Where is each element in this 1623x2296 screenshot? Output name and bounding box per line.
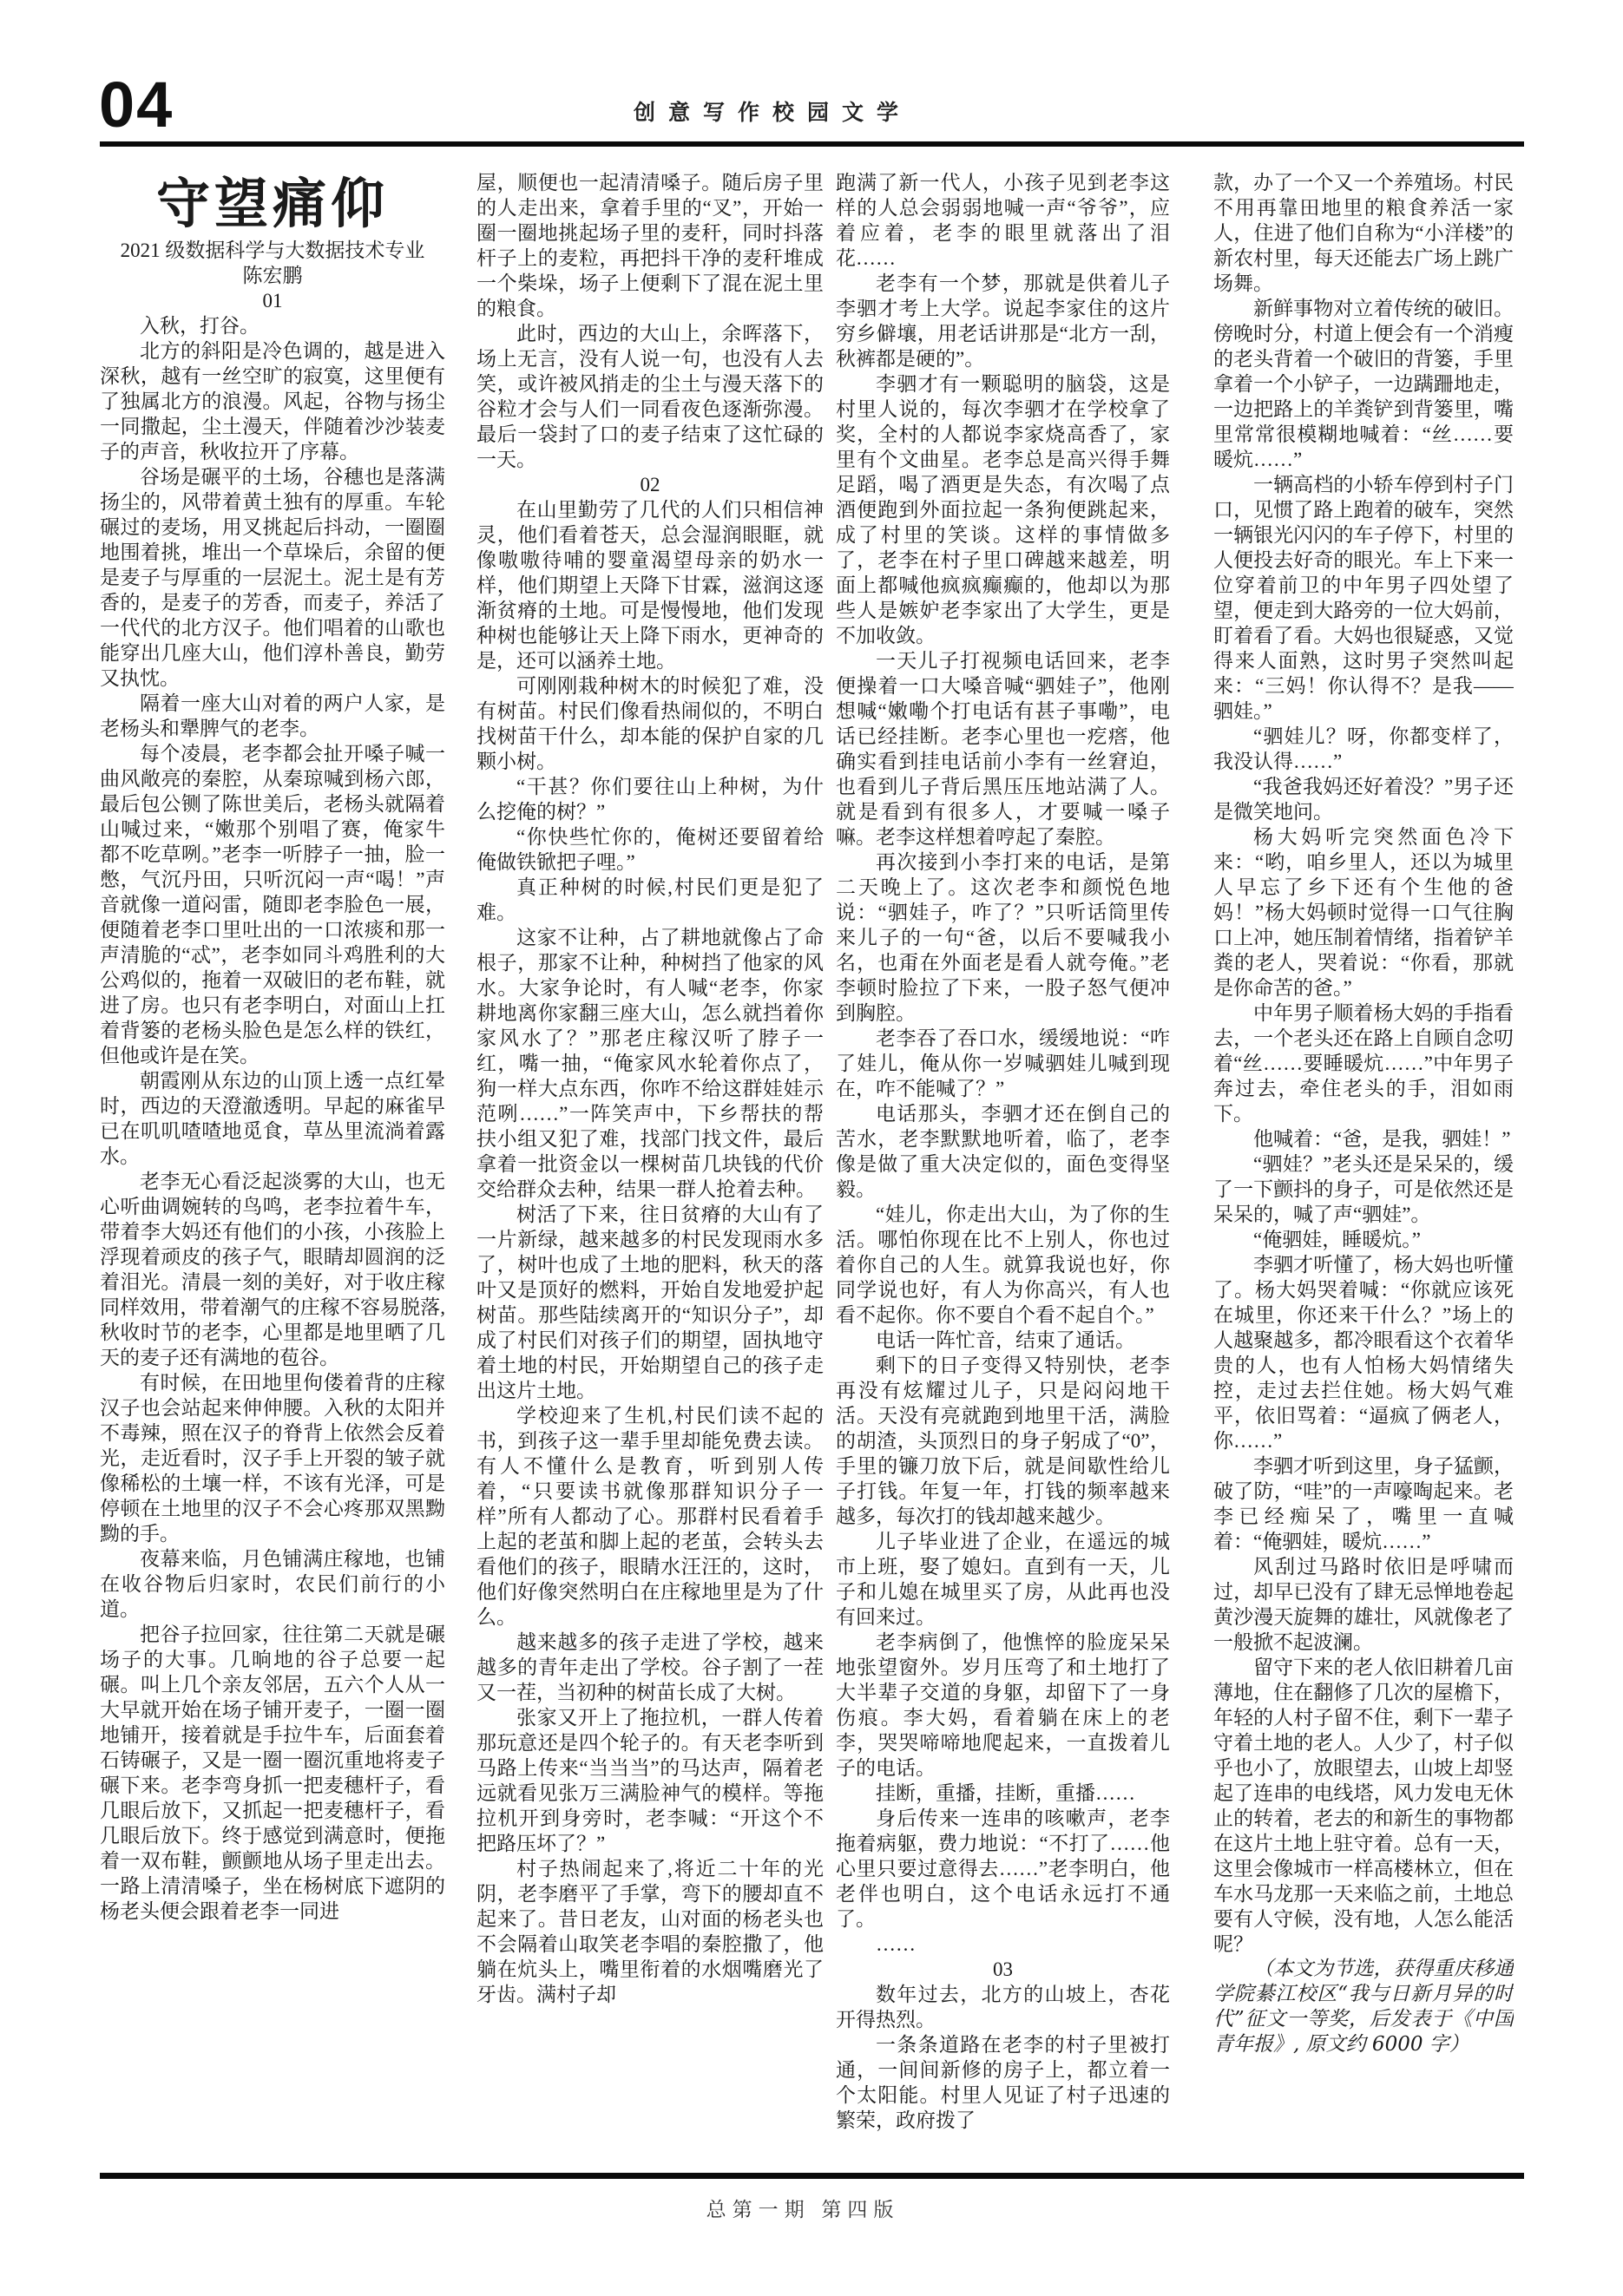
paragraph: 电话一阵忙音，结束了通话。 (876, 1329, 1135, 1351)
paragraph: 风刮过马路时依旧是呼啸而过，却早已没有了肆无忌惮地卷起黄沙漫天旋舞的雄壮，风就像老了一般掀不起波澜。 (1213, 1556, 1514, 1653)
paragraph: 电话那头，李驷才还在倒自己的苦水，老李默默地听着，临了，老李像是做了重大决定似的，面色变得坚毅。 (836, 1103, 1170, 1200)
page-header-title: 创意写作校园文学 (633, 101, 911, 125)
paragraph: 李驷才听到这里，身子猛颤，破了防，“哇”的一声嚎啕起来。老李已经痴呆了，嘴里一直喊着：“俺驷娃，暖炕……” (1213, 1455, 1514, 1552)
text-column-2 (476, 170, 824, 2159)
page-number: 04 (99, 69, 174, 141)
footer-rule (100, 2173, 1524, 2179)
paragraph: 夜幕来临，月色铺满庄稼地，也铺在收谷物后归家时，农民们前行的小道。 (100, 1547, 445, 1620)
paragraph: 一辆高档的小轿车停到村子门口，见惯了路上跑着的破车，突然一辆银光闪闪的车子停下，村里的人便投去好奇的眼光。车上下来一位穿着前卫的中年男子四处望了望，便走到大路旁的一位大妈前，盯着看了看。大妈也很疑惑，又觉得来人面熟，这时男子突然叫起来：“三妈！你认得不？是我——驷娃。” (1213, 474, 1514, 722)
article-author: 陈宏鹏 (242, 264, 303, 286)
paragraph: 朝霞刚从东边的山顶上透一点红晕时，西边的天澄澈透明。早起的麻雀早已在叽叽喳喳地觅食，草丛里流淌着露水。 (100, 1069, 445, 1167)
header-rule (100, 141, 1524, 147)
paragraph: 谷场是碾平的土场，谷穗也是落满扬尘的，风带着黄土独有的厚重。车轮碾过的麦场，用叉挑起后抖动，一圈圈地围着挑，堆出一个草垛后，余留的便是麦子与厚重的一层泥土。泥土是有芳香的，是麦子的芳香，而麦子，养活了一代代的北方汉子。他们唱着的山歌也能穿出几座大山，他们淳朴善良，勤劳又执忱。 (100, 465, 445, 689)
paragraph: 李驷才有一颗聪明的脑袋，这是村里人说的，每次李驷才在学校拿了奖，全村的人都说李家烧高香了，家里有个文曲星。老李总是高兴得手舞足蹈，喝了酒更是失态，有次喝了点酒便跑到外面拉起一条狗便跳起来，成了村里的笑谈。这样的事情做多了，老李在村子里口碑越来越差，明面上都喊他疯疯癫癫的，他却以为那些人是嫉妒老李家出了大学生，更是不加收敛。 (836, 373, 1170, 646)
section-marker: 02 (640, 474, 660, 495)
paragraph: 隔着一座大山对着的两户人家，是老杨头和犟脾气的老李。 (100, 692, 445, 739)
text-column-1 (100, 170, 445, 2159)
paragraph: 一条条道路在老李的村子里被打通，一间间新修的房子上，都立着一个太阳能。村里人见证了村子迅速的繁荣，政府拨了 (836, 2034, 1170, 2131)
page-footer: 总第一期 第四版 (706, 2199, 900, 2221)
paragraph: “我爸我妈还好着没？”男子还是微笑地问。 (1213, 776, 1514, 823)
paragraph: 真正种树的时候,村民们更是犯了难。 (476, 876, 824, 923)
paragraph: 这家不让种，占了耕地就像占了命根子，那家不让种，种树挡了他家的风水。大家争论时，有人喊“老李，你家耕地离你家翻三座大山，怎么就挡着你家风水了？”那老庄稼汉听了脖子一红，嘴一抽，“俺家风水轮着你点了，狗一样大点东西，你咋不给这群娃娃示范咧……”一阵笑声中，下乡帮扶的帮扶小组又犯了难，找部门找文件，最后拿着一批资金以一棵树苗几块钱的代价交给群众去种，结果一群人抢着去种。 (476, 927, 824, 1200)
paragraph: 此时，西边的大山上，余晖落下，场上无言，没有人说一句，也没有人去笑，或许被风捎走的尘土与漫天落下的谷粒才会与人们一同看夜色逐渐弥漫。最后一袋封了口的麦子结束了这忙碌的一天。 (476, 323, 824, 470)
paragraph: 中年男子顺着杨大妈的手指看去，一个老头还在路上自顾自念叨着“丝……要睡暖炕……”中年男子奔过去，牵住老头的手，泪如雨下。 (1213, 1002, 1514, 1125)
paragraph: 把谷子拉回家，往往第二天就是碾场子的大事。几晌地的谷子总要一起碾。叫上几个亲友邻居，五六个人从一大早就开始在场子铺开麦子，一圈一圈地铺开，接着就是手拉牛车，后面套着石铸碾子，又是一圈一圈沉重地将麦子碾下来。老李弯身抓一把麦穗杆子，看几眼后放下，又抓起一把麦穗杆子，看几眼后放下。终于感觉到满意时，便拖着一双布鞋，颤颤地从场子里走出去。一路上清清嗓子，坐在杨树底下遮阴的杨老头便会跟着老李一同进 (100, 1623, 445, 1922)
paragraph: 剩下的日子变得又特别快，老李再没有炫耀过儿子，只是闷闷地干活。天没有亮就跑到地里干活，满脸的胡渣，头顶烈日的身子躬成了“0”，手里的镰刀放下后，就是间歇性给儿子打钱。年复一年，打钱的频率越来越多，每次打的钱却越来越少。 (836, 1355, 1170, 1527)
paragraph: 他喊着：“爸，是我，驷娃！” (1253, 1128, 1511, 1150)
paragraph: 杨大妈听完突然面色冷下来：“哟，咱乡里人，还以为城里人早忘了乡下还有个生他的爸妈！”杨大妈顿时觉得一口气往胸口上冲，她压制着情绪，指着铲羊粪的老人，哭着说：“你看，那就是你命苦的爸。” (1213, 826, 1514, 999)
paragraph: 老李吞了吞口水，缓缓地说：“咋了娃儿，俺从你一岁喊驷娃儿喊到现在，咋不能喊了？” (836, 1027, 1170, 1099)
paragraph: “俺驷娃，睡暖炕。” (1253, 1229, 1421, 1250)
paragraph-continued: 屋，顺便也一起清清嗓子。随后房子里的人走出来，拿着手里的“叉”，开始一圈一圈地挑起场子里的麦秆，同时抖落杆子上的麦粒，再把抖干净的麦秆堆成一个柴垛，场子上便剩下了混在泥土里的粮食。 (476, 172, 824, 319)
paragraph: 村子热闹起来了,将近二十年的光阴，老李磨平了手掌，弯下的腰却直不起来了。昔日老友，山对面的杨老头也不会隔着山取笑老李唱的秦腔撒了，他躺在炕头上，嘴里衔着的水烟嘴磨光了牙齿。满村子却 (476, 1858, 824, 2005)
text-column-3 (836, 170, 1170, 2159)
paragraph: 在山里勤劳了几代的人们只相信神灵，他们看着苍天，总会湿润眼眶，就像嗷嗷待哺的婴童渴望母亲的奶水一样，他们期望上天降下甘霖，滋润这逐渐贫瘠的土地。可是慢慢地，他们发现种树也能够让天上降下雨水，更神奇的是，还可以涵养土地。 (476, 499, 824, 672)
paragraph: 每个凌晨，老李都会扯开嗓子喊一曲风敞亮的秦腔，从秦琼喊到杨六郎，最后包公铡了陈世美后，老杨头就隔着山喊过来，“嫩那个别唱了赛，俺家牛都不吃草咧。”老李一听脖子一抽，脸一憋，气沉丹田，只听沉闷一声“喝！”声音就像一道闷雷，随即老李脸色一展，便随着老李口里吐出的一口浓痰和那一声清脆的“忒”，老李如同斗鸡胜利的大公鸡似的，拖着一双破旧的老布鞋，就进了房。也只有老李明白，对面山上扛着背篓的老杨头脸色是怎么样的铁红，但他或许是在笑。 (100, 742, 445, 1066)
paragraph: 有时候，在田地里佝偻着背的庄稼汉子也会站起来伸伸腰。入秋的太阳并不毒辣，照在汉子的脊背上依然会反着光，走近看时，汉子手上开裂的皱子就像稀松的土壤一样，不该有光泽，可是停顿在土地里的汉子不会心疼那双黑黝黝的手。 (100, 1371, 445, 1545)
paragraph: 老李有一个梦，那就是供着儿子李驷才考上大学。说起李家住的这片穷乡僻壤，用老话讲那是“北方一刮，秋裤都是硬的”。 (836, 272, 1170, 370)
paragraph: …… (876, 1933, 916, 1955)
paragraph: 张家又开上了拖拉机，一群人传着那玩意还是四个轮子的。有天老李听到马路上传来“当当当”的马达声，隔着老远就看见张万三满脸神气的模样。等拖拉机开到身旁时，老李喊：“开这个不把路压坏了？” (476, 1707, 824, 1854)
paragraph: “干甚？你们要往山上种树，为什么挖俺的树？” (476, 776, 824, 823)
article-byline: 2021 级数据科学与大数据技术专业 (120, 239, 425, 261)
paragraph: “驷娃？”老头还是呆呆的，缓了一下颤抖的身子，可是依然还是呆呆的，喊了声“驷娃”。 (1213, 1153, 1514, 1225)
paragraph: 挂断，重播，挂断，重播…… (876, 1782, 1135, 1804)
paragraph: 树活了下来，往日贫瘠的大山有了一片新绿，越来越多的村民发现雨水多了，树叶也成了土地的肥料，秋天的落叶又是顶好的燃料，开始自发地爱护起树苗。那些陆续离开的“知识分子”，却成了村民们对孩子们的期望，固执地守着土地的村民，开始期望自己的孩子走出这片土地。 (476, 1204, 824, 1401)
paragraph-continued: 款，办了一个又一个养殖场。村民不用再靠田地里的粮食养活一家人，住进了他们自称为“小洋楼”的新农村里，每天还能去广场上跳广场舞。 (1213, 172, 1514, 294)
paragraph: 再次接到小李打来的电话，是第二天晚上了。这次老李和颜悦色地说：“驷娃子，咋了？”只听话筒里传来儿子的一句“爸，以后不要喊我小名，也甭在外面老是看人就夸俺。”老李顿时脸拉了下来，一股子怒气便冲到胸腔。 (836, 851, 1170, 1024)
paragraph: 一天儿子打视频电话回来，老李便操着一口大嗓音喊“驷娃子”，他刚想喊“嫩嘞个打电话有甚子事嘞”，电话已经挂断。老李心里也一疙瘩，他确实看到挂电话前小李有一丝窘迫，也看到儿子背后黑压压地站满了人。就是看到有很多人，才要喊一嗓子嘛。老李这样想着哼起了秦腔。 (836, 650, 1170, 848)
paragraph-continued: 跑满了新一代人，小孩子见到老李这样的人总会弱弱地喊一声“爷爷”，应着应着，老李的眼里就落出了泪花…… (836, 172, 1170, 269)
paragraph: 数年过去，北方的山坡上，杏花开得热烈。 (836, 1984, 1170, 2030)
paragraph: “你快些忙你的，俺树还要留着给俺做铁锨把子哩。” (476, 826, 824, 873)
paragraph: 入秋，打谷。 (140, 314, 260, 337)
paragraph: 北方的斜阳是冷色调的，越是进入深秋，越有一丝空旷的寂寞，这里便有了独属北方的浪漫。风起，谷物与扬尘一同撒起，尘土漫天，伴随着沙沙装麦子的声音，秋收拉开了序幕。 (100, 339, 445, 462)
section-marker: 01 (262, 289, 283, 312)
paragraph: 新鲜事物对立着传统的破旧。傍晚时分，村道上便会有一个消瘦的老头背着一个破旧的背篓，手里拿着一个小铲子，一边蹒跚地走，一边把路上的羊粪铲到背篓里，嘴里常常很模糊地喊着：“丝……要暖炕……” (1213, 298, 1514, 470)
paragraph: 李驷才听懂了，杨大妈也听懂了。杨大妈哭着喊：“你就应该死在城里，你还来干什么？”场上的人越聚越多，都冷眼看这个衣着华贵的人，也有人怕杨大妈情绪失控，走过去拦住她。杨大妈气难平，依旧骂着：“逼疯了俩老人，你……” (1213, 1254, 1514, 1452)
paragraph: 儿子毕业进了企业，在遥远的城市上班，娶了媳妇。直到有一天，儿子和儿媳在城里买了房，从此再也没有回来过。 (836, 1531, 1170, 1628)
paragraph: 留守下来的老人依旧耕着几亩薄地，住在翻修了几次的屋檐下，年轻的人村子留不住，剩下一辈子守着土地的老人。人少了，村子似乎也小了，放眼望去，山坡上却竖起了连串的电线塔，风力发电无休止的转着，老去的和新生的事物都在这片土地上驻守着。总有一天，这里会像城市一样高楼林立，但在车水马龙那一天来临之前，土地总要有人守候，没有地，人怎么能活呢？ (1213, 1656, 1514, 1955)
paragraph: 身后传来一连串的咳嗽声，老李拖着病躯，费力地说：“不打了……他心里只要过意得去……”老李明白，他老伴也明白，这个电话永远打不通了。 (836, 1807, 1170, 1930)
paragraph: “娃儿，你走出大山，为了你的生活。哪怕你现在比不上别人，你也过着你自己的人生。就算我说也好，你同学说也好，有人为你高兴，有人也看不起你。你不要自个看不起自个。” (836, 1204, 1170, 1326)
section-marker: 03 (993, 1958, 1013, 1980)
paragraph: 老李无心看泛起淡雾的大山，也无心听曲调婉转的鸟鸣，老李拉着牛车，带着李大妈还有他们的小孩，小孩脸上浮现着顽皮的孩子气，眼睛却圆润的泛着泪光。清晨一刻的美好，对于收庄稼同样效用，带着潮气的庄稼不容易脱落,秋收时节的老李，心里都是地里晒了几天的麦子还有满地的苞谷。 (100, 1170, 445, 1368)
paragraph: 越来越多的孩子走进了学校，越来越多的青年走出了学校。谷子割了一茬又一茬，当初种的树苗长成了大树。 (476, 1631, 824, 1703)
paragraph: 可刚刚栽种树木的时候犯了难，没有树苗。村民们像看热闹似的，不明白找树苗干什么，却本能的保护自家的几颗小树。 (476, 675, 824, 772)
paragraph: 老李病倒了，他憔悴的脸庞呆呆地张望窗外。岁月压弯了和土地打了大半辈子交道的身躯，却留下了一身伤痕。李大妈，看着躺在床上的老李，哭哭啼啼地爬起来，一直拨着儿子的电话。 (836, 1631, 1170, 1779)
article-title: 守望痛仰 (155, 172, 389, 235)
paragraph: “驷娃儿？呀，你都变样了，我没认得……” (1213, 725, 1514, 772)
text-column-4 (1213, 170, 1514, 2159)
article-footnote: （本文为节选，获得重庆移通学院綦江校区“我与日新月异的时代”征文一等奖，后发表于《中国青年报》, 原文约 6000 字） (1213, 1958, 1514, 2056)
paragraph: 学校迎来了生机,村民们读不起的书，到孩子这一辈手里却能免费去读。有人不懂什么是教育，听到别人传着，“只要读书就像那群知识分子一样”所有人都动了心。那群村民看着手上起的老茧和脚上起的老茧，会转头去看他们的孩子，眼睛水汪汪的，这时，他们好像突然明白在庄稼地里是为了什么。 (476, 1405, 824, 1628)
